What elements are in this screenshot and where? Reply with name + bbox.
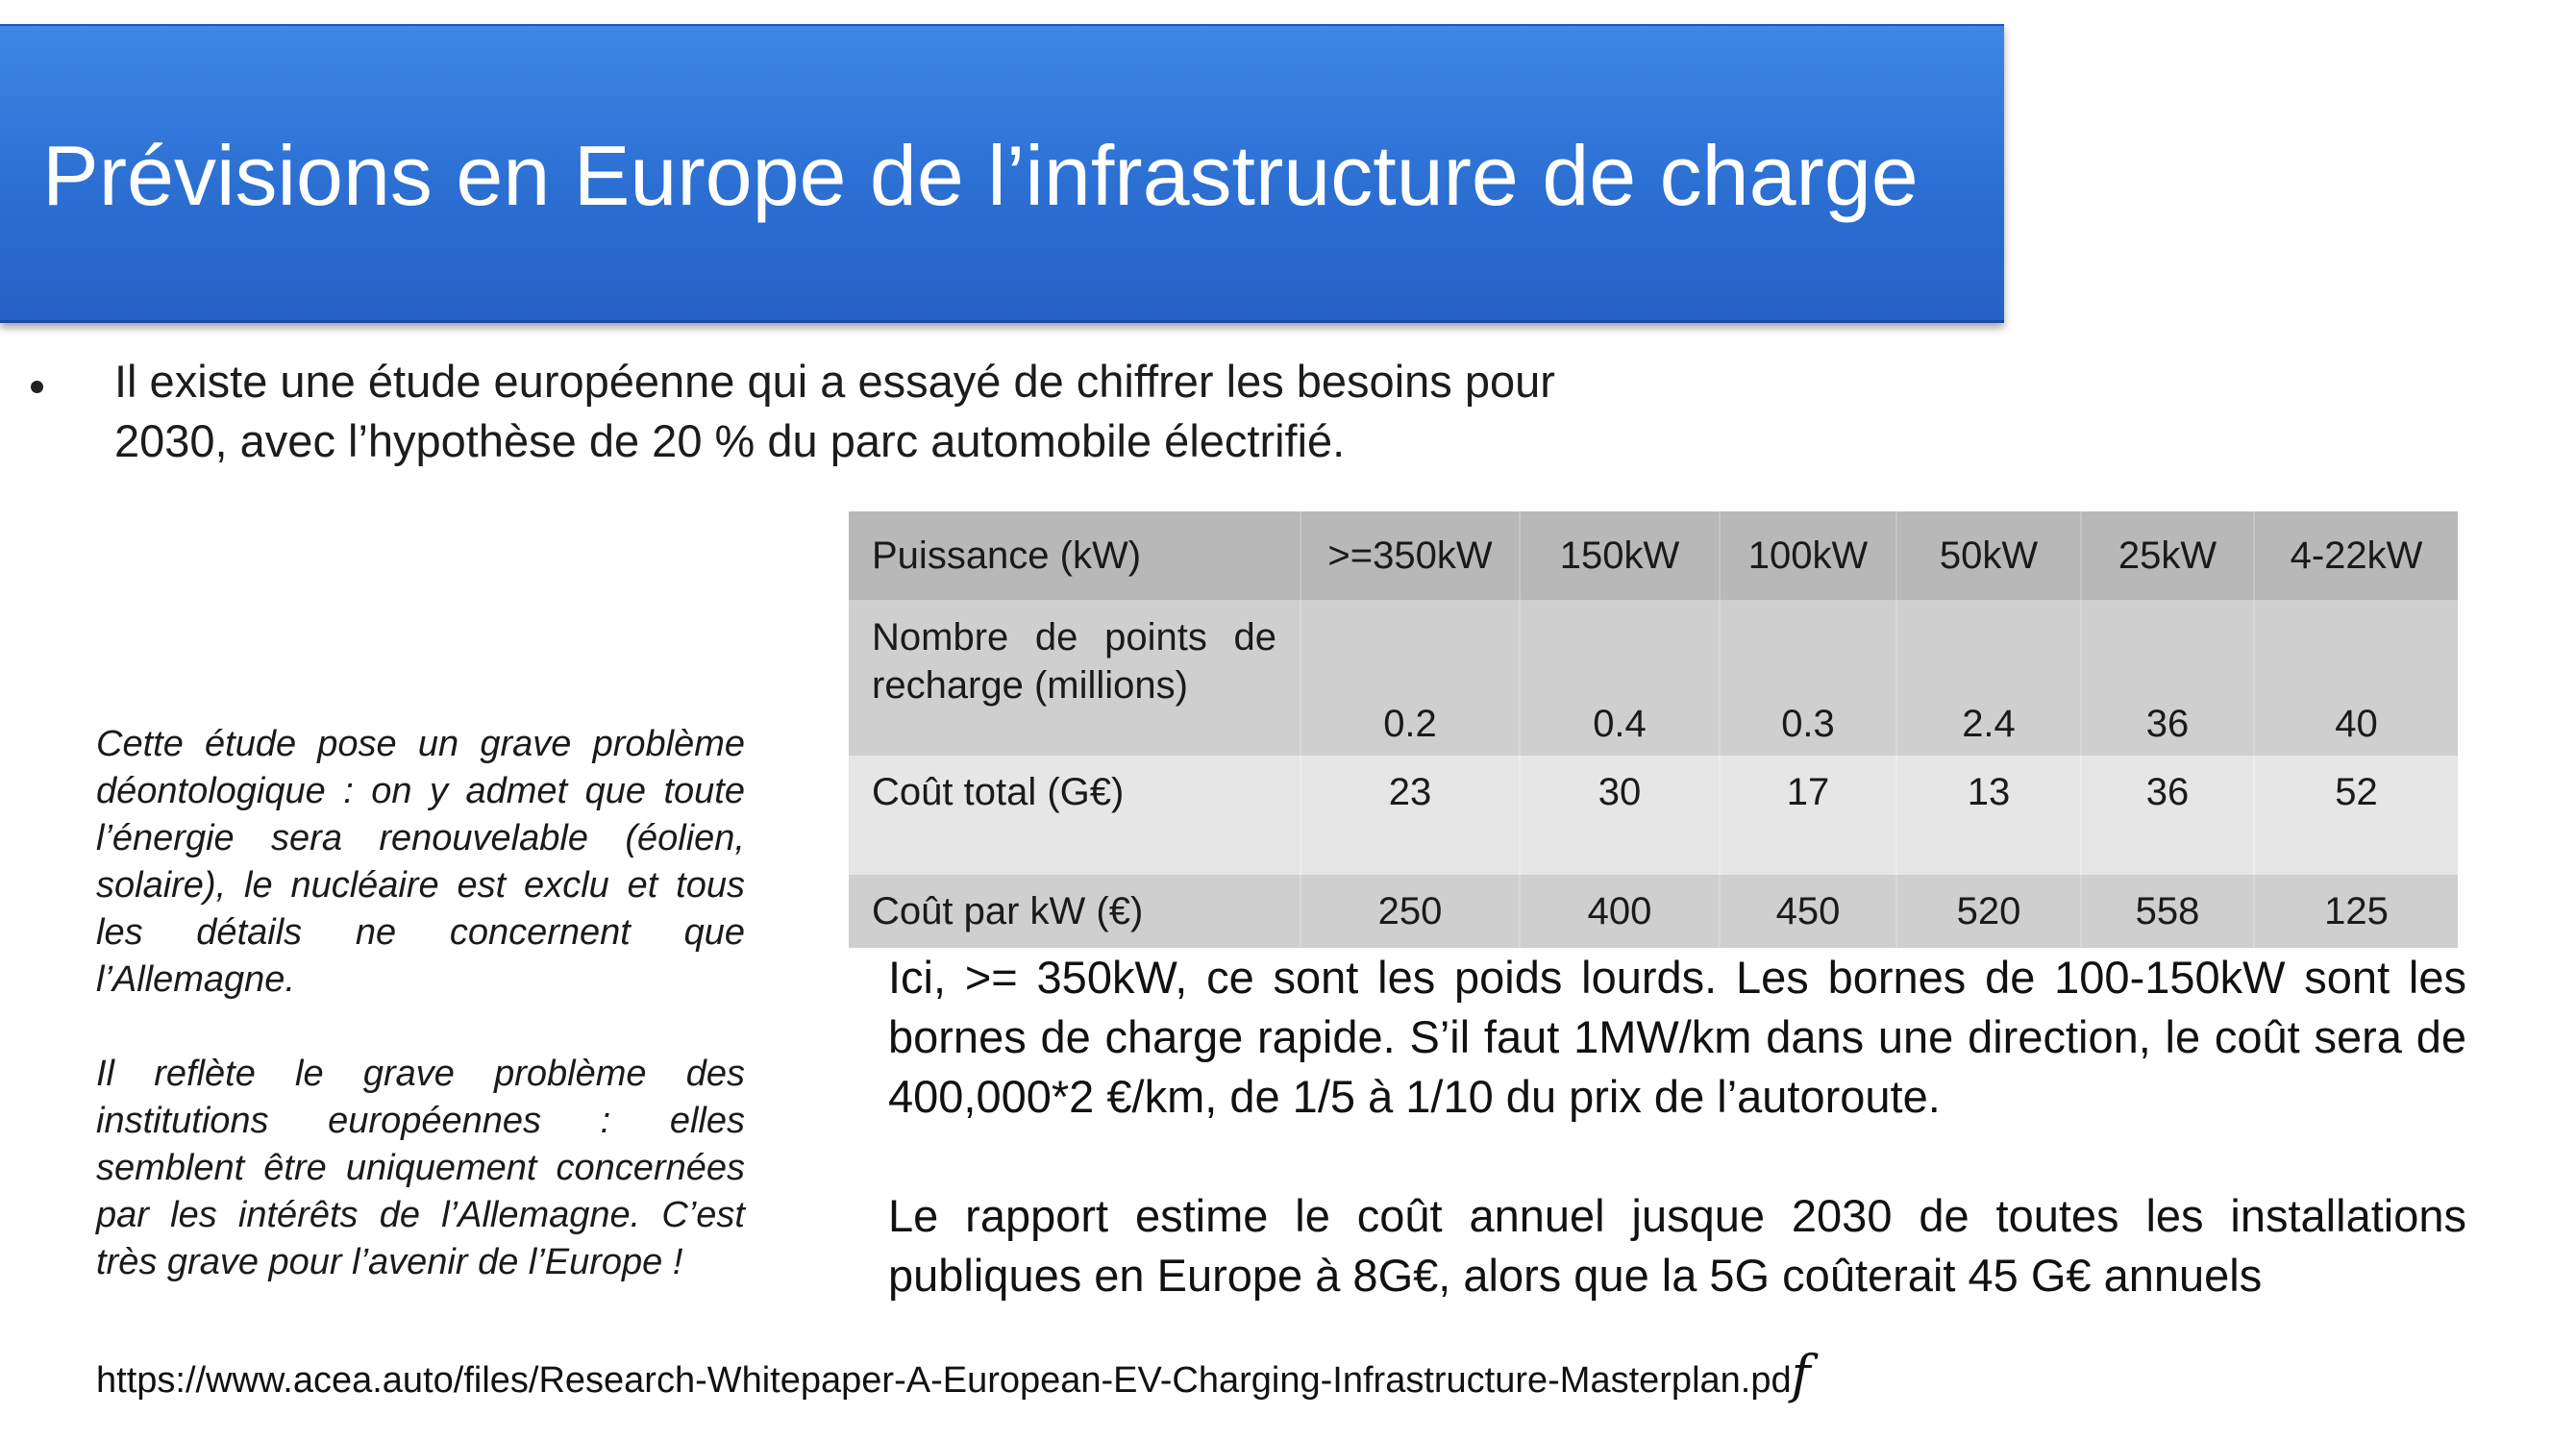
table-cell: 400 bbox=[1520, 875, 1720, 948]
table-row-label: Puissance (kW) bbox=[849, 511, 1300, 600]
bullet-text: Il existe une étude européenne qui a essayé de chiffrer les besoins pour 2030, avec l’hypothèse de 20 % du parc automobile électrifié. bbox=[114, 356, 1555, 466]
source-url[interactable]: https://www.acea.auto/files/Research-Whitepaper-A-European-EV-Charging-Infrastructure-Masterplan.pd bbox=[96, 1360, 1792, 1401]
note-paragraph: Cette étude pose un grave problème déontologique : on y admet que toute l’énergie sera renouvelable (éolien, solaire), le nucléaire est exclu et tous les détails ne concernent que l’Allemagne. bbox=[96, 724, 745, 1000]
table-cell: 0.3 bbox=[1720, 600, 1896, 756]
table-cell: 250 bbox=[1300, 875, 1520, 948]
table-cell: 36 bbox=[2081, 756, 2254, 875]
table-cell: 17 bbox=[1720, 756, 1896, 875]
table-cell: 30 bbox=[1520, 756, 1720, 875]
table-row-label: Nombre de points de recharge (millions) bbox=[849, 600, 1300, 756]
table-cell: 13 bbox=[1896, 756, 2081, 875]
commentary-paragraph: Le rapport estime le coût annuel jusque 2030 de toutes les installations publiques en Europe à 8G€, alors que la 5G coûterait 45 G€ annuels bbox=[888, 1190, 2466, 1301]
table-header-cell: >=350kW bbox=[1300, 511, 1520, 600]
table-cell: 40 bbox=[2254, 600, 2458, 756]
table-row bbox=[849, 756, 2458, 875]
note-paragraph: Il reflète le grave problème des institutions européennes : elles semblent être uniquement concernées par les intérêts de l’Allemagne. C’est très grave pour l’avenir de l’Europe ! bbox=[96, 1054, 745, 1282]
source-url-tail[interactable]: f bbox=[1791, 1344, 1811, 1404]
table-cell: 52 bbox=[2254, 756, 2458, 875]
table-row bbox=[849, 600, 2458, 756]
bullet-marker bbox=[31, 381, 43, 393]
table-row-label: Coût total (G€) bbox=[849, 756, 1300, 875]
table-cell: 2.4 bbox=[1896, 600, 2081, 756]
table-cell: 0.4 bbox=[1520, 600, 1720, 756]
side-note bbox=[96, 721, 745, 1286]
table-cell: 450 bbox=[1720, 875, 1896, 948]
commentary-paragraph: Ici, >= 350kW, ce sont les poids lourds. Les bornes de 100-150kW sont les bornes de charge rapide. S’il faut 1MW/km dans une direction, le coût sera de 400,000*2 €/km, de 1/5 à 1/10 du prix de l’autoroute. bbox=[888, 952, 2466, 1122]
table-cell: 0.2 bbox=[1300, 600, 1520, 756]
table-cell: 558 bbox=[2081, 875, 2254, 948]
charging-infrastructure-table bbox=[849, 511, 2458, 948]
table-header-cell: 150kW bbox=[1520, 511, 1720, 600]
table-header-cell: 50kW bbox=[1896, 511, 2081, 600]
table-header-cell: 100kW bbox=[1720, 511, 1896, 600]
table-header-cell: 4-22kW bbox=[2254, 511, 2458, 600]
table-row-label: Coût par kW (€) bbox=[849, 875, 1300, 948]
slide-title: Prévisions en Europe de l’infrastructure de charge bbox=[42, 127, 1919, 223]
table-header-cell: 25kW bbox=[2081, 511, 2254, 600]
table-header-row bbox=[849, 511, 2458, 600]
title-banner bbox=[0, 24, 2004, 323]
source-link[interactable] bbox=[96, 1344, 1811, 1404]
table-cell: 23 bbox=[1300, 756, 1520, 875]
table-row bbox=[849, 875, 2458, 948]
commentary bbox=[888, 948, 2466, 1305]
table-cell: 36 bbox=[2081, 600, 2254, 756]
table-cell: 520 bbox=[1896, 875, 2081, 948]
table-cell: 125 bbox=[2254, 875, 2458, 948]
